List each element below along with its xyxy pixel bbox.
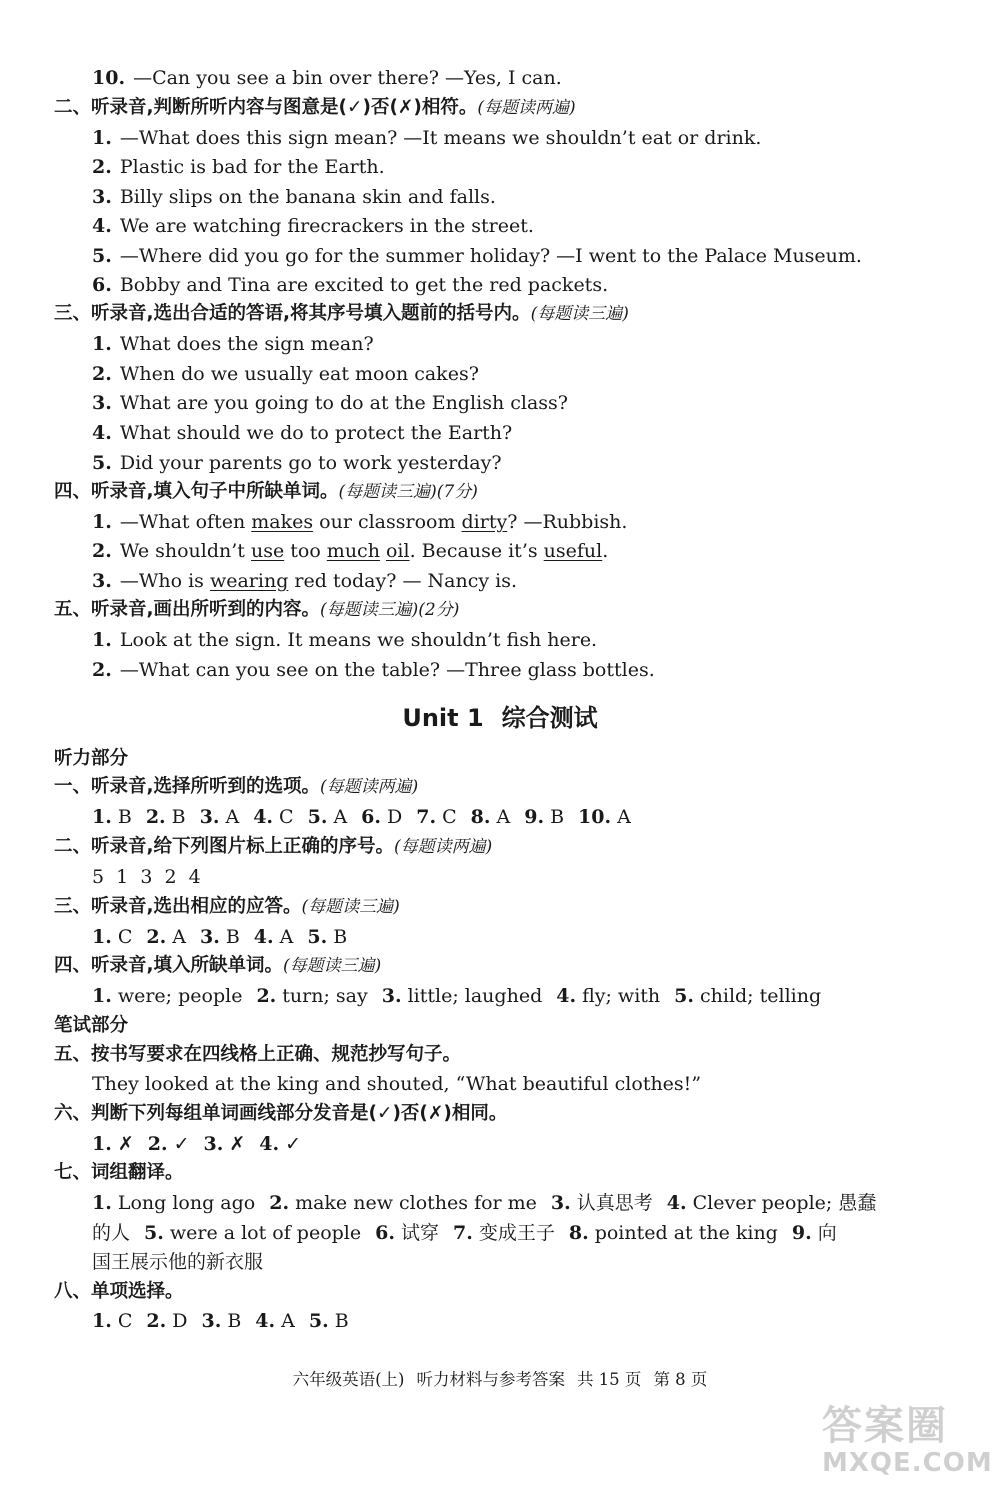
section-note: (每题读两遍)	[477, 98, 576, 118]
part-title: 听力部分	[54, 748, 129, 769]
item-text: too	[284, 540, 327, 562]
unit-label: Unit 1	[402, 704, 484, 732]
item-number: 1.	[92, 127, 112, 149]
item-number: 5.	[92, 452, 112, 474]
list-item	[92, 566, 517, 596]
answer-item	[269, 1192, 537, 1214]
item-text: —What often	[119, 511, 252, 533]
answer-item	[92, 985, 242, 1007]
answer-number: 1.	[92, 1133, 112, 1155]
section-title: 一、听录音,选择所听到的选项。	[54, 776, 321, 797]
answer-number: 1.	[92, 1310, 112, 1332]
section-heading	[54, 951, 381, 981]
answer-value: ✓	[173, 1133, 190, 1155]
watermark-logo	[812, 1390, 993, 1490]
footer-material: 听力材料与参考答案	[416, 1370, 565, 1389]
answer-number: 8.	[568, 1222, 589, 1244]
answer-item	[92, 806, 132, 828]
item-text: What are you going to do at the English class?	[119, 392, 568, 414]
answer-item	[92, 1133, 134, 1155]
section-heading	[54, 832, 492, 862]
underlined-answer: useful	[543, 540, 603, 562]
answer-value: B	[171, 806, 186, 828]
answer-row	[92, 981, 835, 1011]
answer-row	[92, 802, 645, 832]
item-number: 2.	[92, 659, 112, 681]
item-text: Look at the sign. It means we shouldn’t fish here.	[119, 629, 598, 651]
section-note: (每题读三遍)	[283, 956, 382, 976]
answer-item	[92, 926, 132, 948]
section-heading	[54, 477, 478, 507]
answer-value: A	[496, 806, 511, 828]
section-title: 二、听录音,给下列图片标上正确的序号。	[54, 836, 395, 857]
answer-value: C	[279, 806, 294, 828]
item-text: Did your parents go to work yesterday?	[119, 452, 502, 474]
answer-value: B	[225, 926, 240, 948]
part-label	[54, 1011, 128, 1041]
item-number: 6.	[92, 274, 112, 296]
answer-text: They looked at the king and shouted, “What beautiful clothes!”	[92, 1073, 702, 1095]
list-item	[92, 388, 568, 418]
answer-text: 5 1 3 2 4	[92, 866, 201, 888]
answer-value: B	[117, 806, 132, 828]
answer-item	[201, 1310, 241, 1332]
answer-row	[92, 1218, 851, 1248]
answer-number: 5.	[144, 1222, 164, 1244]
answer-row	[92, 1188, 890, 1218]
answer-number: 4.	[255, 1310, 276, 1332]
answer-item	[255, 1310, 295, 1332]
answer-value: make new clothes for me	[295, 1192, 537, 1214]
answer-item	[146, 806, 186, 828]
section-heading	[54, 772, 418, 802]
answer-item	[308, 806, 348, 828]
answer-value: A	[279, 926, 294, 948]
answer-item	[92, 1192, 255, 1214]
answer-value: pointed at the king	[594, 1222, 778, 1244]
answer-item	[471, 806, 511, 828]
answer-number: 4.	[556, 985, 577, 1007]
list-item	[92, 152, 385, 182]
footer-total-pages: 共 15 页	[576, 1370, 642, 1389]
part-label	[54, 744, 128, 774]
answer-row	[92, 862, 201, 892]
item-text: What does the sign mean?	[119, 333, 374, 355]
answer-item	[578, 806, 631, 828]
unit-name: 综合测试	[501, 704, 598, 732]
item-number: 2.	[92, 156, 112, 178]
list-item	[92, 241, 862, 271]
item-number: 2.	[92, 540, 112, 562]
page-footer	[0, 1366, 1000, 1390]
section-title: 五、听录音,画出所听到的内容。	[54, 599, 321, 620]
answer-item	[92, 1310, 132, 1332]
list-item	[92, 655, 655, 685]
section-title: 六、判断下列每组单词画线部分发音是(✓)否(✗)相同。	[54, 1103, 508, 1124]
item-number: 3.	[92, 186, 112, 208]
section-note: (每题读三遍)	[530, 304, 629, 324]
answer-number: 4.	[259, 1133, 280, 1155]
answer-value: ✗	[117, 1133, 134, 1155]
section-heading	[54, 1277, 184, 1307]
answer-value: A	[617, 806, 631, 828]
answer-value: A	[333, 806, 348, 828]
section-heading	[54, 595, 459, 625]
footer-grade: 六年级英语(上)	[292, 1370, 405, 1389]
item-text: —What does this sign mean? —It means we shouldn’t eat or drink.	[119, 127, 762, 149]
answer-value: Clever people; 愚蠢	[692, 1192, 877, 1214]
answer-item	[200, 806, 240, 828]
answer-number: 1.	[92, 926, 112, 948]
item-text: —Where did you go for the summer holiday? —I went to the Palace Museum.	[119, 245, 862, 267]
answer-item	[148, 1133, 190, 1155]
section-title: 三、听录音,选出合适的答语,将其序号填入题前的括号内。	[54, 303, 531, 324]
list-item	[92, 182, 496, 212]
item-text: We shouldn’t	[119, 540, 251, 562]
answer-value: 变成王子	[478, 1222, 555, 1244]
answer-item	[146, 1310, 187, 1332]
answer-value: D	[387, 806, 403, 828]
answer-number: 2.	[256, 985, 277, 1007]
section-heading	[54, 1158, 184, 1188]
list-item	[92, 418, 512, 448]
item-number: 4.	[92, 215, 112, 237]
answer-number: 9.	[524, 806, 545, 828]
answer-number: 2.	[269, 1192, 290, 1214]
underlined-answer: makes	[251, 511, 314, 533]
section-title: 四、听录音,填入所缺单词。	[54, 955, 284, 976]
list-item	[92, 63, 562, 93]
watermark-url: MXQE.COM	[822, 1448, 993, 1478]
answer-text: 的人	[92, 1222, 131, 1244]
list-item	[92, 359, 479, 389]
answer-item	[259, 1133, 301, 1155]
underlined-answer: dirty	[461, 511, 508, 533]
section-note: (每题读三遍)(7分)	[338, 482, 478, 502]
answer-number: 5.	[307, 926, 328, 948]
answer-item	[256, 985, 367, 1007]
answer-value: C	[442, 806, 457, 828]
list-item	[92, 507, 627, 537]
answer-number: 4.	[666, 1192, 687, 1214]
section-heading	[54, 1099, 507, 1129]
answer-number: 3.	[550, 1192, 571, 1214]
answer-number: 4.	[253, 806, 274, 828]
answer-item	[667, 1192, 877, 1214]
answer-item	[253, 806, 293, 828]
footer-page-number: 第 8 页	[653, 1370, 708, 1389]
item-text: ? —Rubbish.	[507, 511, 628, 533]
item-text: Billy slips on the banana skin and falls.	[119, 186, 496, 208]
answer-number: 3.	[381, 985, 402, 1007]
answer-value: B	[227, 1310, 242, 1332]
answer-number: 1.	[92, 1192, 112, 1214]
answer-item	[382, 985, 542, 1007]
section-title: 三、听录音,选出相应的应答。	[54, 896, 302, 917]
answer-text: 国王展示他的新衣服	[92, 1251, 264, 1273]
answer-number: 3.	[199, 806, 220, 828]
answer-item	[204, 1133, 246, 1155]
section-note: (每题读三遍)(2分)	[320, 600, 460, 620]
answer-item	[200, 926, 240, 948]
item-text: —What can you see on the table? —Three glass bottles.	[119, 659, 655, 681]
answer-item	[254, 926, 294, 948]
underlined-answer: much	[326, 540, 380, 562]
item-text: Bobby and Tina are excited to get the red packets.	[119, 274, 609, 296]
underlined-answer: use	[250, 540, 285, 562]
answer-item	[144, 1222, 361, 1244]
answer-item	[556, 985, 660, 1007]
section-heading	[54, 892, 400, 922]
answer-item	[453, 1222, 555, 1244]
underlined-answer: oil	[385, 540, 410, 562]
answer-value: C	[117, 926, 133, 948]
answer-number: 3.	[203, 1133, 224, 1155]
answer-number: 1.	[92, 985, 112, 1007]
answer-value: B	[334, 1310, 349, 1332]
answer-number: 7.	[416, 806, 437, 828]
answer-value: 试穿	[400, 1222, 439, 1244]
answer-item	[307, 926, 347, 948]
list-item	[92, 211, 534, 241]
answer-item	[792, 1222, 837, 1244]
answer-number: 5.	[674, 985, 694, 1007]
answer-row	[92, 1129, 315, 1159]
answer-value: A	[281, 1310, 295, 1332]
list-item	[92, 270, 608, 300]
answer-value: B	[333, 926, 348, 948]
answer-number: 8.	[470, 806, 491, 828]
section-title: 二、听录音,判断所听内容与图意是(✓)否(✗)相符。	[54, 97, 478, 118]
section-note: (每题读三遍)	[301, 897, 400, 917]
item-text: When do we usually eat moon cakes?	[119, 363, 479, 385]
list-item	[92, 536, 608, 566]
answer-item	[674, 985, 821, 1007]
answer-number: 6.	[361, 806, 382, 828]
answer-number: 2.	[146, 1310, 167, 1332]
answer-number: 9.	[791, 1222, 812, 1244]
answer-item	[146, 926, 186, 948]
answer-number: 2.	[147, 1133, 168, 1155]
item-number: 4.	[92, 422, 112, 444]
item-text: —Can you see a bin over there? —Yes, I can.	[133, 67, 562, 89]
answer-row	[92, 922, 361, 952]
item-number: 1.	[92, 629, 112, 651]
list-item	[92, 123, 761, 153]
item-text: —Who is	[119, 570, 210, 592]
item-text: We are watching firecrackers in the street.	[119, 215, 534, 237]
item-text: Plastic is bad for the Earth.	[119, 156, 385, 178]
section-heading	[54, 1040, 461, 1070]
answer-number: 2.	[145, 806, 166, 828]
answer-value: B	[550, 806, 565, 828]
section-title: 七、词组翻译。	[54, 1162, 184, 1183]
list-item	[92, 448, 502, 478]
answer-value: C	[117, 1310, 133, 1332]
unit-title	[0, 698, 1000, 733]
answer-number: 6.	[375, 1222, 395, 1244]
item-number: 1.	[92, 333, 112, 355]
answer-number: 7.	[453, 1222, 473, 1244]
answer-value: fly; with	[582, 985, 661, 1007]
answer-value: were a lot of people	[169, 1222, 362, 1244]
answer-row	[92, 1247, 263, 1277]
answer-number: 5.	[308, 1310, 329, 1332]
section-note: (每题读两遍)	[394, 837, 493, 857]
answer-number: 5.	[307, 806, 328, 828]
answer-item	[416, 806, 456, 828]
answer-number: 1.	[92, 806, 112, 828]
item-text: . Because it’s	[409, 540, 544, 562]
answer-value: little; laughed	[407, 985, 543, 1007]
underlined-answer: wearing	[209, 570, 289, 592]
answer-value: A	[225, 806, 240, 828]
answer-item	[524, 806, 564, 828]
answer-number: 3.	[199, 926, 220, 948]
item-number: 1.	[92, 511, 112, 533]
answer-value: ✓	[285, 1133, 302, 1155]
answer-row	[92, 1306, 363, 1336]
answer-value: A	[172, 926, 186, 948]
item-number: 3.	[92, 570, 112, 592]
watermark-text: 答案圈	[822, 1403, 948, 1449]
answer-item	[375, 1222, 439, 1244]
answer-item	[551, 1192, 653, 1214]
answer-value: ✗	[229, 1133, 246, 1155]
answer-row	[92, 1069, 701, 1099]
section-title: 八、单项选择。	[54, 1281, 184, 1302]
part-title: 笔试部分	[54, 1015, 129, 1036]
answer-number: 4.	[253, 926, 274, 948]
item-text: .	[602, 540, 609, 562]
section-heading	[54, 299, 629, 329]
answer-value: 认真思考	[576, 1192, 653, 1214]
answer-item	[361, 806, 402, 828]
list-item	[92, 329, 374, 359]
answer-value: child; telling	[699, 985, 822, 1007]
answer-value: were; people	[117, 985, 243, 1007]
item-number: 3.	[92, 392, 112, 414]
answer-value: D	[172, 1310, 188, 1332]
section-note: (每题读两遍)	[320, 777, 419, 797]
answer-value: 向	[817, 1222, 837, 1244]
item-text: our classroom	[313, 511, 462, 533]
answer-item	[309, 1310, 349, 1332]
answer-number: 2.	[146, 926, 167, 948]
answer-number: 3.	[201, 1310, 222, 1332]
section-heading	[54, 93, 576, 123]
answer-number: 10.	[578, 806, 612, 828]
item-number: 10.	[92, 67, 126, 89]
list-item	[92, 625, 597, 655]
section-title: 五、按书写要求在四线格上正确、规范抄写句子。	[54, 1044, 462, 1065]
item-number: 2.	[92, 363, 112, 385]
answer-item	[569, 1222, 778, 1244]
answer-value: turn; say	[282, 985, 368, 1007]
section-title: 四、听录音,填入句子中所缺单词。	[54, 481, 339, 502]
item-number: 5.	[92, 245, 112, 267]
item-text: What should we do to protect the Earth?	[119, 422, 513, 444]
item-text: red today? — Nancy is.	[288, 570, 517, 592]
answer-value: Long long ago	[117, 1192, 256, 1214]
